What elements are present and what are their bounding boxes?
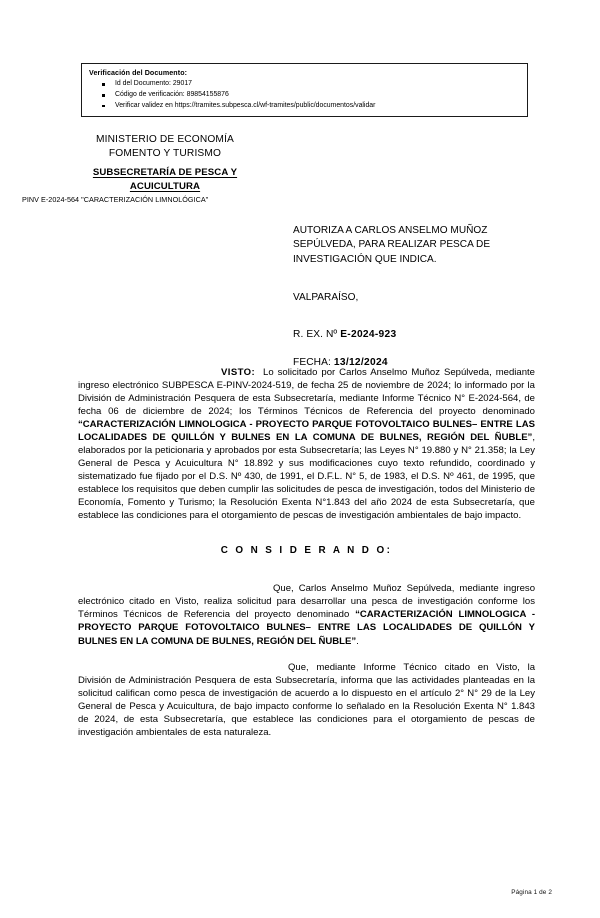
visto-paragraph [78,366,535,522]
subsecretaria-line-2: ACUICULTURA [129,180,201,192]
verification-title: Verificación del Documento: [89,69,188,77]
considerando-paragraph-1 [78,582,535,647]
considerando-paragraph-2 [78,661,535,739]
visto-label: VISTO: [221,367,256,378]
visto-text-part-1: Lo solicitado por Carlos Anselmo Muñoz Sepúlveda, mediante ingreso electrónico SUBPESCA E-PINV-2024-519, de fecha 25 de noviembre de 2024; lo informado por la División de Administración Pesquera de esta Subsecretaría, mediante Informe Técnico N° E-2024-564, de fecha 06 de diciembre de 2024; los Términos Técnicos de Referencia del proyecto denominado [78,367,535,418]
considerando-1-part-2: . [356,635,359,647]
verification-item-document-id: Id del Documento: 29017 [89,79,522,90]
considerando-2-text: Que, mediante Informe Técnico citado en Visto, la División de Administración Pesquera de esta Subsecretaría, informa que las actividades planteadas en la solicitud califican como pesca de investigación de acuerdo a lo dispuesto en el artículo 2° N° 29 de la Ley General de Pesca y Acuicultura, de bajo impacto conforme lo señalado en la Resolución Exenta N° 1.843 de 2024, de esta Subsecretaría, que establece las condiciones para el otorgamiento de pescas de investigación ambientales de esta naturaleza. [78,661,535,738]
visto-text-part-2: , elaborados por la peticionaria y aprobados por esta Subsecretaría; las Leyes N° 19.880 y N° 21.358; la Ley General de Pesca y Acuicultura N° 18.892 y sus modificaciones cuyo texto refundido, coordinado y sistematizado fue fijado por el D.S. Nº 430, de 1991, el D.F.L. N° 5, de 1983, el D.S. Nº 461, de 1995, que establece los requisitos que deben cumplir las solicitudes de pesca de investigación, todos del Ministerio de Economía, Fomento y Turismo; la Resolución Exenta N°1.843 del año 2024 de esta Subsecretaría, que establece las condiciones para el otorgamiento de pescas de investigación ambientales de bajo impacto. [78,432,535,522]
verification-item-code: Código de verificación: 89854155876 [89,90,522,101]
considerando-1-part-1: Que, Carlos Anselmo Muñoz Sepúlveda, mediante ingreso electrónico citado en Visto, realiza solicitud para desarrollar una pesca de investigación conforme los Términos Técnicos de Referencia del proyecto denominado [78,583,535,621]
date-value: 13/12/2024 [333,357,388,369]
subsecretaria-line-1: SUBSECRETARÍA DE PESCA Y [92,167,238,178]
considerando-heading: C O N S I D E R A N D O: [220,545,393,557]
document-body [78,366,535,739]
ministry-line-1: MINISTERIO DE ECONOMÍA [95,134,234,145]
pinv-reference: PINV E-2024-564 "CARACTERIZACIÓN LIMNOLÓGICA" [22,195,209,204]
date-label: FECHA: [293,357,331,369]
verification-item-url: Verificar validez en https://tramites.subpesca.cl/wf-tramites/public/documentos/validar [89,101,522,112]
ministry-heading [40,133,290,161]
authorization-subject: AUTORIZA A CARLOS ANSELMO MUÑOZ SEPÚLVEDA, PARA REALIZAR PESCA DE INVESTIGACIÓN QUE INDICA. [293,225,491,265]
resolution-header-column [293,224,536,368]
project-title-visto: “CARACTERIZACIÓN LIMNOLOGICA - PROYECTO PARQUE FOTOVOLTAICO BULNES– ENTRE LAS LOCALIDADES DE QUILLÓN Y BULNES EN LA COMUNA DE BULNES, REGIÓN DEL ÑUBLE” [78,419,535,444]
resolution-number-line [293,329,536,340]
city-line: VALPARAÍSO, [293,292,359,304]
ministry-line-2: FOMENTO Y TURISMO [108,148,222,160]
resolution-label: R. EX. Nº [293,329,338,341]
project-title-considerando: “CARACTERIZACIÓN LIMNOLOGICA -PROYECTO PARQUE FOTOVOLTAICO BULNES– ENTRE LAS LOCALIDADES DE QUILLÓN Y BULNES EN LA COMUNA DE BULNES, REGIÓN DEL ÑUBLE” [78,609,535,647]
verification-box [81,63,528,117]
subsecretaria-heading [40,166,290,193]
page-indicator: Página 1 de 2 [511,889,552,896]
verification-list [89,79,522,111]
resolution-number: E-2024-923 [340,329,397,341]
